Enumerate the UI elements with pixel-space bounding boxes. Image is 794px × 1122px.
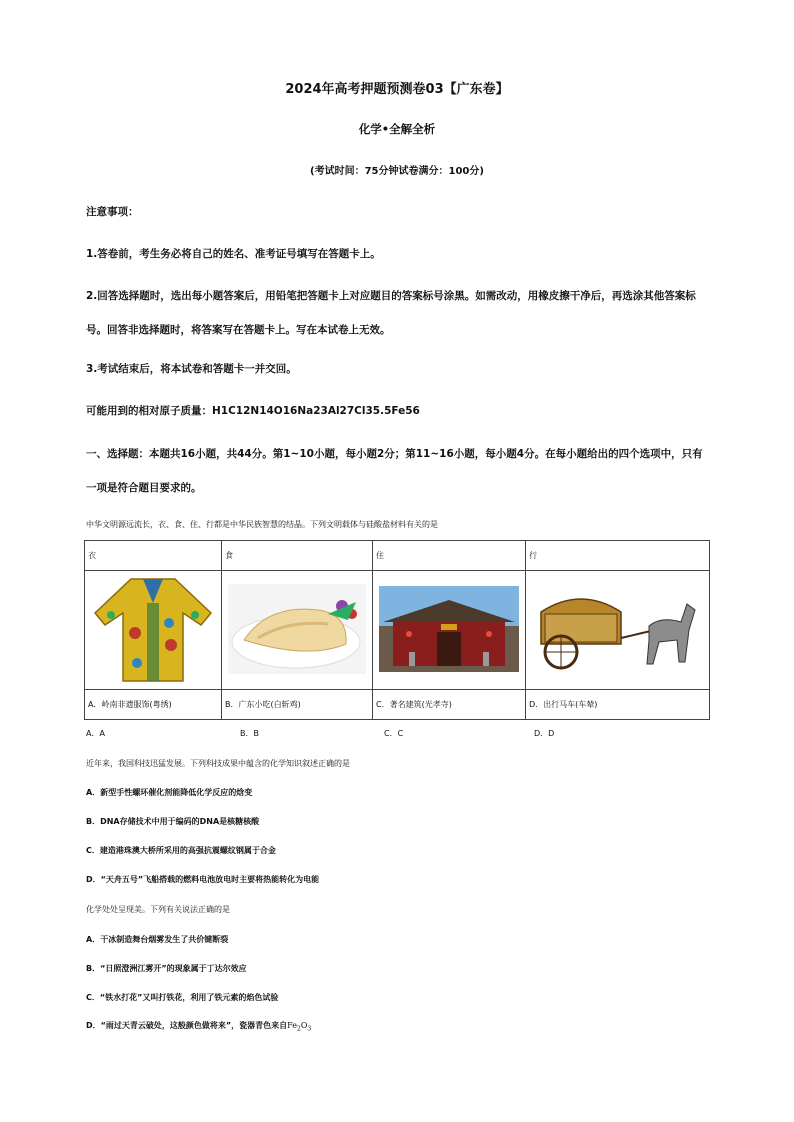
q3-option-a: A．干冰制造舞台烟雾发生了共价键断裂 [86, 935, 229, 944]
chicken-image [228, 584, 366, 674]
page-subtitle: 化学•全解全析 [358, 122, 436, 136]
q3-stem: 化学处处呈现美。下列有关说法正确的是 [86, 905, 230, 914]
header-travel: 行 [526, 541, 710, 571]
caption-c: C．著名建筑(光孝寺) [373, 690, 526, 720]
q1-table [84, 540, 710, 720]
q1-choice-c: C．C [384, 729, 404, 738]
q1-choice-b: B．B [240, 729, 259, 738]
q3-option-b: B．“日照澄洲江雾开”的现象属于丁达尔效应 [86, 964, 247, 973]
q1-stem: 中华文明源远流长，衣、食、住、行都是中华民族智慧的结晶。下列文明载体与硅酸盐材料有关的是 [86, 520, 438, 529]
header-food: 食 [222, 541, 373, 571]
section-1-intro: 一、选择题：本题共16小题，共44分。第1~10小题，每小题2分；第11~16小题，每小题4分。在每小题给出的四个选项中，只有一项是符合题目要求的。 [86, 448, 703, 494]
q1-choice-d: D．D [534, 729, 555, 738]
notice-item-2: 2.回答选择题时，选出每小题答案后，用铅笔把答题卡上对应题目的答案标号涂黑。如需改动，用橡皮擦干净后，再选涂其他答案标号。回答非选择题时，将答案写在答题卡上。写在本试卷上无效。 [86, 290, 696, 336]
notice-item-3: 3.考试结束后，将本试卷和答题卡一并交回。 [86, 363, 297, 375]
q3-option-d [86, 1020, 311, 1033]
caption-b: B．广东小吃(白斩鸡) [222, 690, 373, 720]
header-cloth: 衣 [85, 541, 222, 571]
page-title: 2024年高考押题预测卷03【广东卷】 [285, 82, 509, 97]
fe2o3-formula: $Fe_2O_3$ [287, 1021, 312, 1033]
exam-info: (考试时间：75分钟试卷满分：100分) [310, 166, 484, 177]
carriage-image [535, 582, 701, 676]
caption-d: D．出行马车(车辇) [526, 690, 710, 720]
caption-a: A．岭南非遗服饰(粤绣) [85, 690, 222, 720]
q3-option-d-text: D．“雨过天青云破处，这般颜色做将来”，瓷器青色来自 [86, 1021, 288, 1030]
atomic-masses: 可能用到的相对原子质量：H1C12N14O16Na23Al27Cl35.5Fe56 [86, 405, 420, 417]
q2-option-b: B．DNA存储技术中用于编码的DNA是核糖核酸 [86, 817, 260, 826]
q1-choice-a: A．A [86, 729, 105, 738]
header-house: 住 [373, 541, 526, 571]
q2-option-a: A．新型手性螺环催化剂能降低化学反应的焓变 [86, 788, 253, 797]
robe-image [91, 573, 215, 685]
temple-image [379, 586, 519, 672]
q2-option-c: C．建造港珠澳大桥所采用的高强抗震螺纹钢属于合金 [86, 846, 276, 855]
q3-option-c: C．“铁水打花”又叫打铁花，利用了铁元素的焰色试验 [86, 993, 279, 1002]
q2-stem: 近年来，我国科技迅猛发展。下列科技成果中蕴含的化学知识叙述正确的是 [86, 759, 350, 768]
notice-item-1: 1.答卷前，考生务必将自己的姓名、准考证号填写在答题卡上。 [86, 248, 381, 260]
notice-heading: 注意事项： [86, 206, 139, 218]
q2-option-d: D．“天舟五号”飞船搭载的燃料电池放电时主要将热能转化为电能 [86, 875, 320, 884]
